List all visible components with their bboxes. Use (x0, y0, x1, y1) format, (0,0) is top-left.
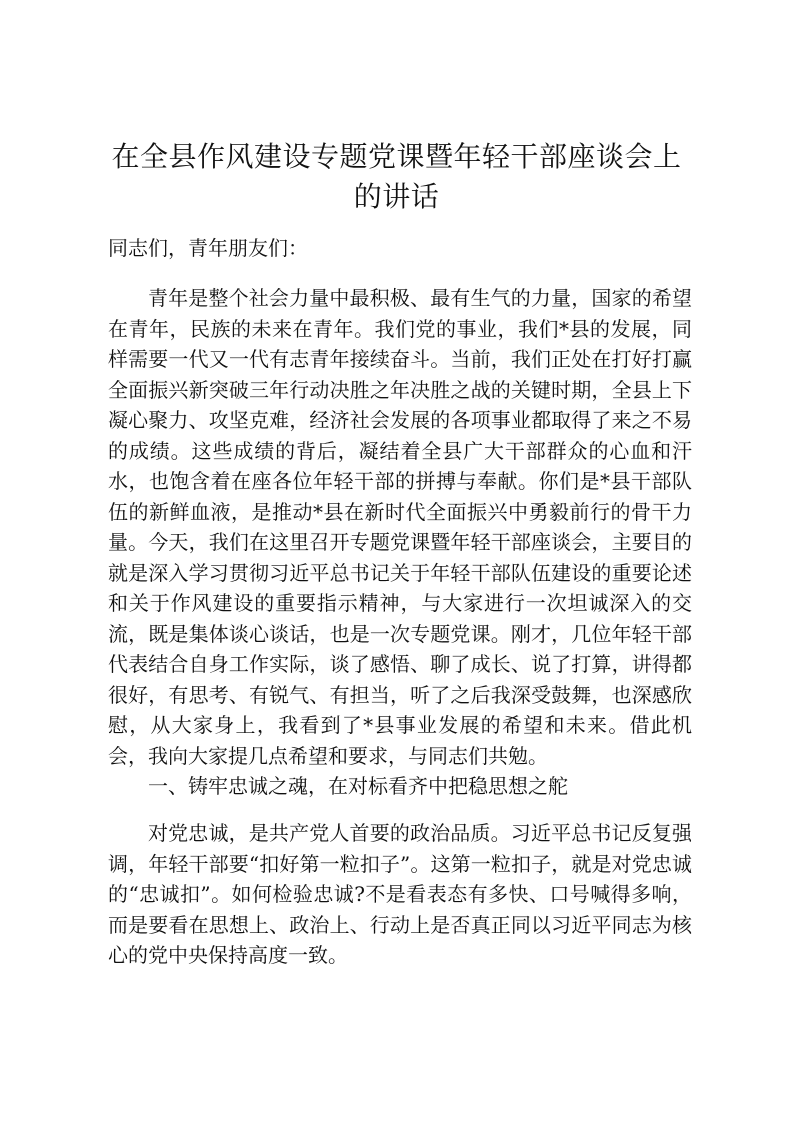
paragraph-intro: 青年是整个社会力量中最积极、最有生气的力量，国家的希望在青年，民族的未来在青年。我们党的事业，我们*县的发展，同样需要一代又一代有志青年接续奋斗。当前，我们正处在打好打赢全面振兴新突破三年行动决胜之年决胜之战的关键时期，全县上下凝心聚力、攻坚克难，经济社会发展的各项事业都取得了来之不易的成绩。这些成绩的背后，凝结着全县广大干部群众的心血和汗水，也饱含着在座各位年轻干部的拼搏与奉献。你们是*县干部队伍的新鲜血液，是推动*县在新时代全面振兴中勇毅前行的骨干力量。今天，我们在这里召开专题党课暨年轻干部座谈会，主要目的就是深入学习贯彻习近平总书记关于年轻干部队伍建设的重要论述和关于作风建设的重要指示精神，与大家进行一次坦诚深入的交流，既是集体谈心谈话，也是一次专题党课。刚才，几位年轻干部代表结合自身工作实际，谈了感悟、聊了成长、说了打算，讲得都很好，有思考、有锐气、有担当，听了之后我深受鼓舞，也深感欣慰，从大家身上，我看到了*县事业发展的希望和未来。借此机会，我向大家提几点希望和要求，与同志们共勉。 (108, 286, 692, 768)
document-title: 在全县作风建设专题党课暨年轻干部座谈会上的讲话 (111, 140, 682, 213)
paragraph-section-1: 对党忠诚，是共产党人首要的政治品质。习近平总书记反复强调，年轻干部要“扣好第一粒扣子”。这第一粒扣子，就是对党忠诚的“忠诚扣”。如何检验忠诚?不是看表态有多快、口号喊得多响，而是要看在思想上、政治上、行动上是否真正同以习近平同志为核心的党中央保持高度一致。 (108, 821, 692, 967)
section-heading-1: 一、铸牢忠诚之魂，在对标看齐中把稳思想之舵 (148, 774, 568, 798)
salutation: 同志们，青年朋友们： (108, 236, 308, 260)
